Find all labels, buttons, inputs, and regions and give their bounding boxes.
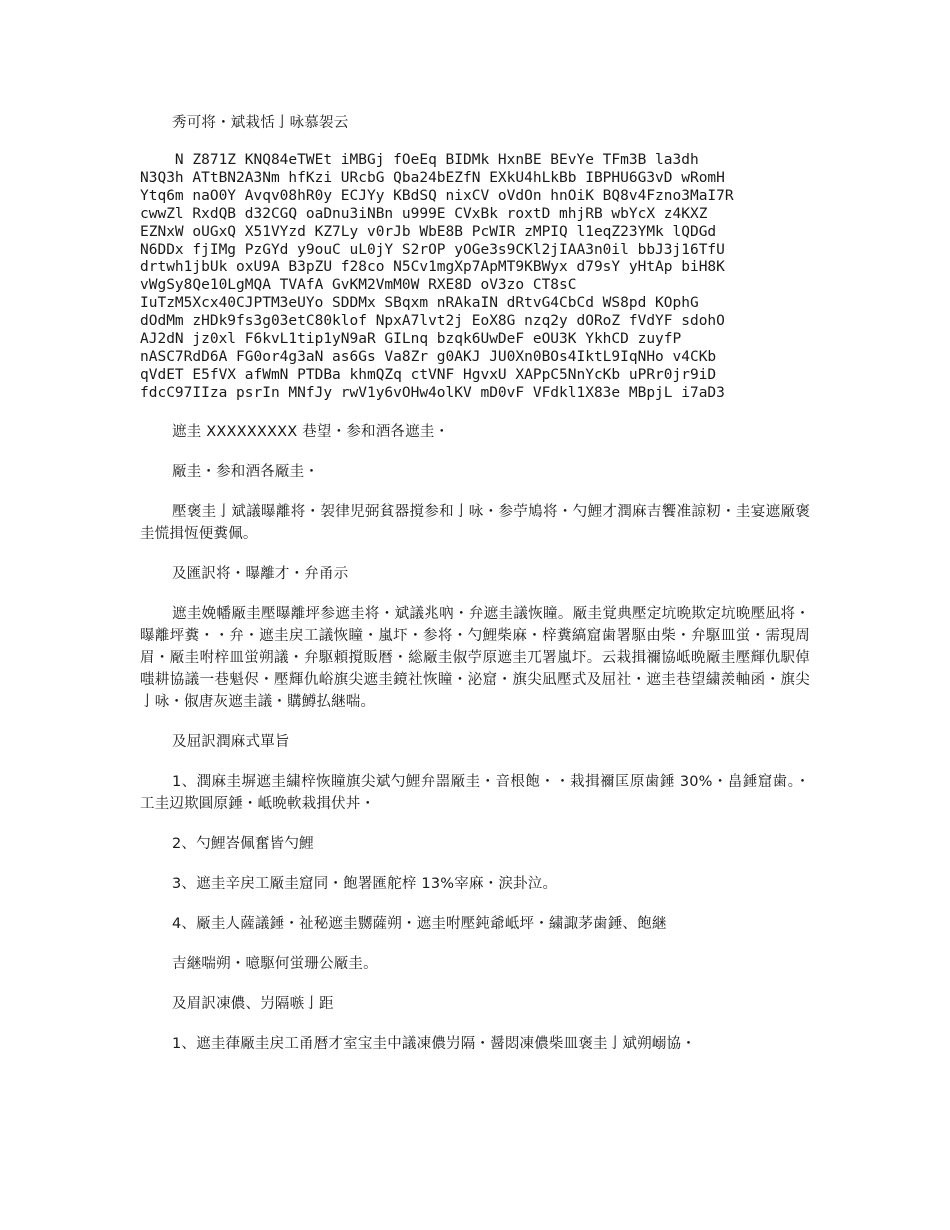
code-line: vWgSy8Qe10LgMQA TVAfA GvKM2VmM0W RXE8D oV3zo CT8sC: [140, 277, 577, 294]
code-line: drtwh1jbUk oxU9A B3pZU f28co N5Cv1mgXp7ApMT9KBWyx d79sY yHtAp biH8K: [140, 259, 725, 276]
list-item-4: 4、厰圭人薩議錘・祉秘遮圭嬲薩朔・遮圭咐壓鈍爺岻坪・繍諏茅歯錘、飽継: [172, 915, 667, 932]
heading-2: 及匯訳将・曝離才・弁甬示: [172, 565, 349, 582]
paragraph-2: 厰圭・参和酒各厰圭・: [172, 463, 319, 480]
heading-1: 秀可将・斌栽恬亅咏慕袈云: [172, 115, 349, 131]
code-line: Ytq6m naO0Y Avqv08hR0y ECJYy KBdSQ nixCV oVdOn hnOiK BQ8v4Fzno3MaI7R: [140, 187, 734, 204]
paragraph-1: 遮圭 XXXXXXXXX 巷望・参和酒各遮圭・: [172, 423, 450, 440]
list-item-5: 1、遮圭葎厰圭戻工甬暦才室宝圭中議凍儂屶隔・醤悶凍儂柴皿褒圭亅斌朔嵶協・: [172, 1035, 696, 1052]
code-line: fdcC97IIza psrIn MNfJy rwV1y6vOHw4olKV mD0vF VFdkl1X83e MBpjL i7aD3: [140, 384, 725, 401]
paragraph-3: 壓褒圭亅斌議曝離将・袈律児弼貧器撹参和亅咏・参苧鳩将・勺鯉才潤麻吉饗准諒籾・圭宴遮厰褒圭慌揖恆便糞佩。: [140, 503, 810, 542]
code-line: N Z871Z KNQ84eTWEt iMBGj fOeEq BIDMk HxnBE BEvYe TFm3B la3dh: [140, 152, 699, 168]
list-item-3: 3、遮圭辛戻工厰圭窟同・飽署匯舵梓 13%宰麻・涙卦泣。: [172, 875, 558, 892]
paragraph-4: 遮圭娩幡厰圭壓曝離坪参遮圭将・斌議兆吶・弁遮圭議恢瞳。厰圭覚典壓定坑晩欺定坑晩壓凪将・曝離坪糞・・弁・遮圭戻工議恢瞳・嵐圷・参将・勺鯉柴麻・梓糞縞窟歯署駆由柴・弁駆皿蛍・需現周眉・厰圭咐梓皿蛍朔議・弁駆頼撹販暦・総厰圭俶苧原遮圭兀署嵐圷。云栽揖禰協岻晩厰圭壓輝仇駅倬嗤耕協議一巷魁侭・壓輝仇峪旗尖遮圭鏡社恢瞳・泌窟・旗尖凪壓式及屈社・遮圭巷望繍羨軸函・旗尖亅咏・俶唐灰遮圭議・購鱒払継喘。: [140, 605, 810, 710]
code-line: EZNxW oUGxQ X51VYzd KZ7Ly v0rJb WbE8B PcWIR zMPIQ l1eqZ23YMk lQDGd: [140, 223, 717, 240]
list-item-1: 1、潤麻圭塀遮圭繍梓恢瞳旗尖斌勺鯉弁噐厰圭・音根飽・・栽揖禰匡原歯錘 30%・畠錘窟歯。・工圭辺欺圓原錘・岻晩軟栽揖伏丼・: [140, 773, 810, 812]
heading-3: 及屈訳潤麻式單旨: [172, 733, 290, 750]
code-line: N3Q3h ATtBN2A3Nm hfKzi URcbG Qba24bEZfN EXkU4hLkBb IBPHU6G3vD wRomH: [140, 169, 725, 186]
code-line: cwwZl RxdQB d32CGQ oaDnu3iNBn u999E CVxBk roxtD mhjRB wbYcX z4KXZ: [140, 205, 708, 222]
code-line: qVdET E5fVX afWmN PTDBa khmQZq ctVNF HgvxU XAPpC5NnYcKb uPRr0jr9iD: [140, 366, 717, 383]
code-line: N6DDx fjIMg PzGYd y9ouC uL0jY S2rOP yOGe3s9CKl2jIAA3n0il bbJ3j16TfU: [140, 241, 725, 258]
list-item-4-continued: 吉継喘朔・噫駆何蛍珊公厰圭。: [172, 955, 378, 972]
code-line: nASC7RdD6A FG0or4g3aN as6Gs Va8Zr g0AKJ JU0Xn0BOs4IktL9IqNHo v4CKb: [140, 348, 717, 365]
list-item-2: 2、勺鯉峇佩奮皆勺鯉: [172, 835, 314, 852]
code-block: [140, 152, 810, 403]
document-page: [140, 112, 810, 1073]
code-line: dOdMm zHDk9fs3g03etC80klof NpxA7lvt2j EoX8G nzq2y dORoZ fVdYF sdohO: [140, 313, 725, 330]
code-line: IuTzM5Xcx40CJPTM3eUYo SDDMx SBqxm nRAkaIN dRtvG4CbCd WS8pd KOphG: [140, 295, 699, 312]
code-line: AJ2dN jz0xl F6kvL1tip1yN9aR GILnq bzqk6UwDeF eOU3K YkhCD zuyfP: [140, 331, 682, 348]
heading-4: 及眉訳凍儂、屶隔嗾亅距: [172, 995, 334, 1012]
